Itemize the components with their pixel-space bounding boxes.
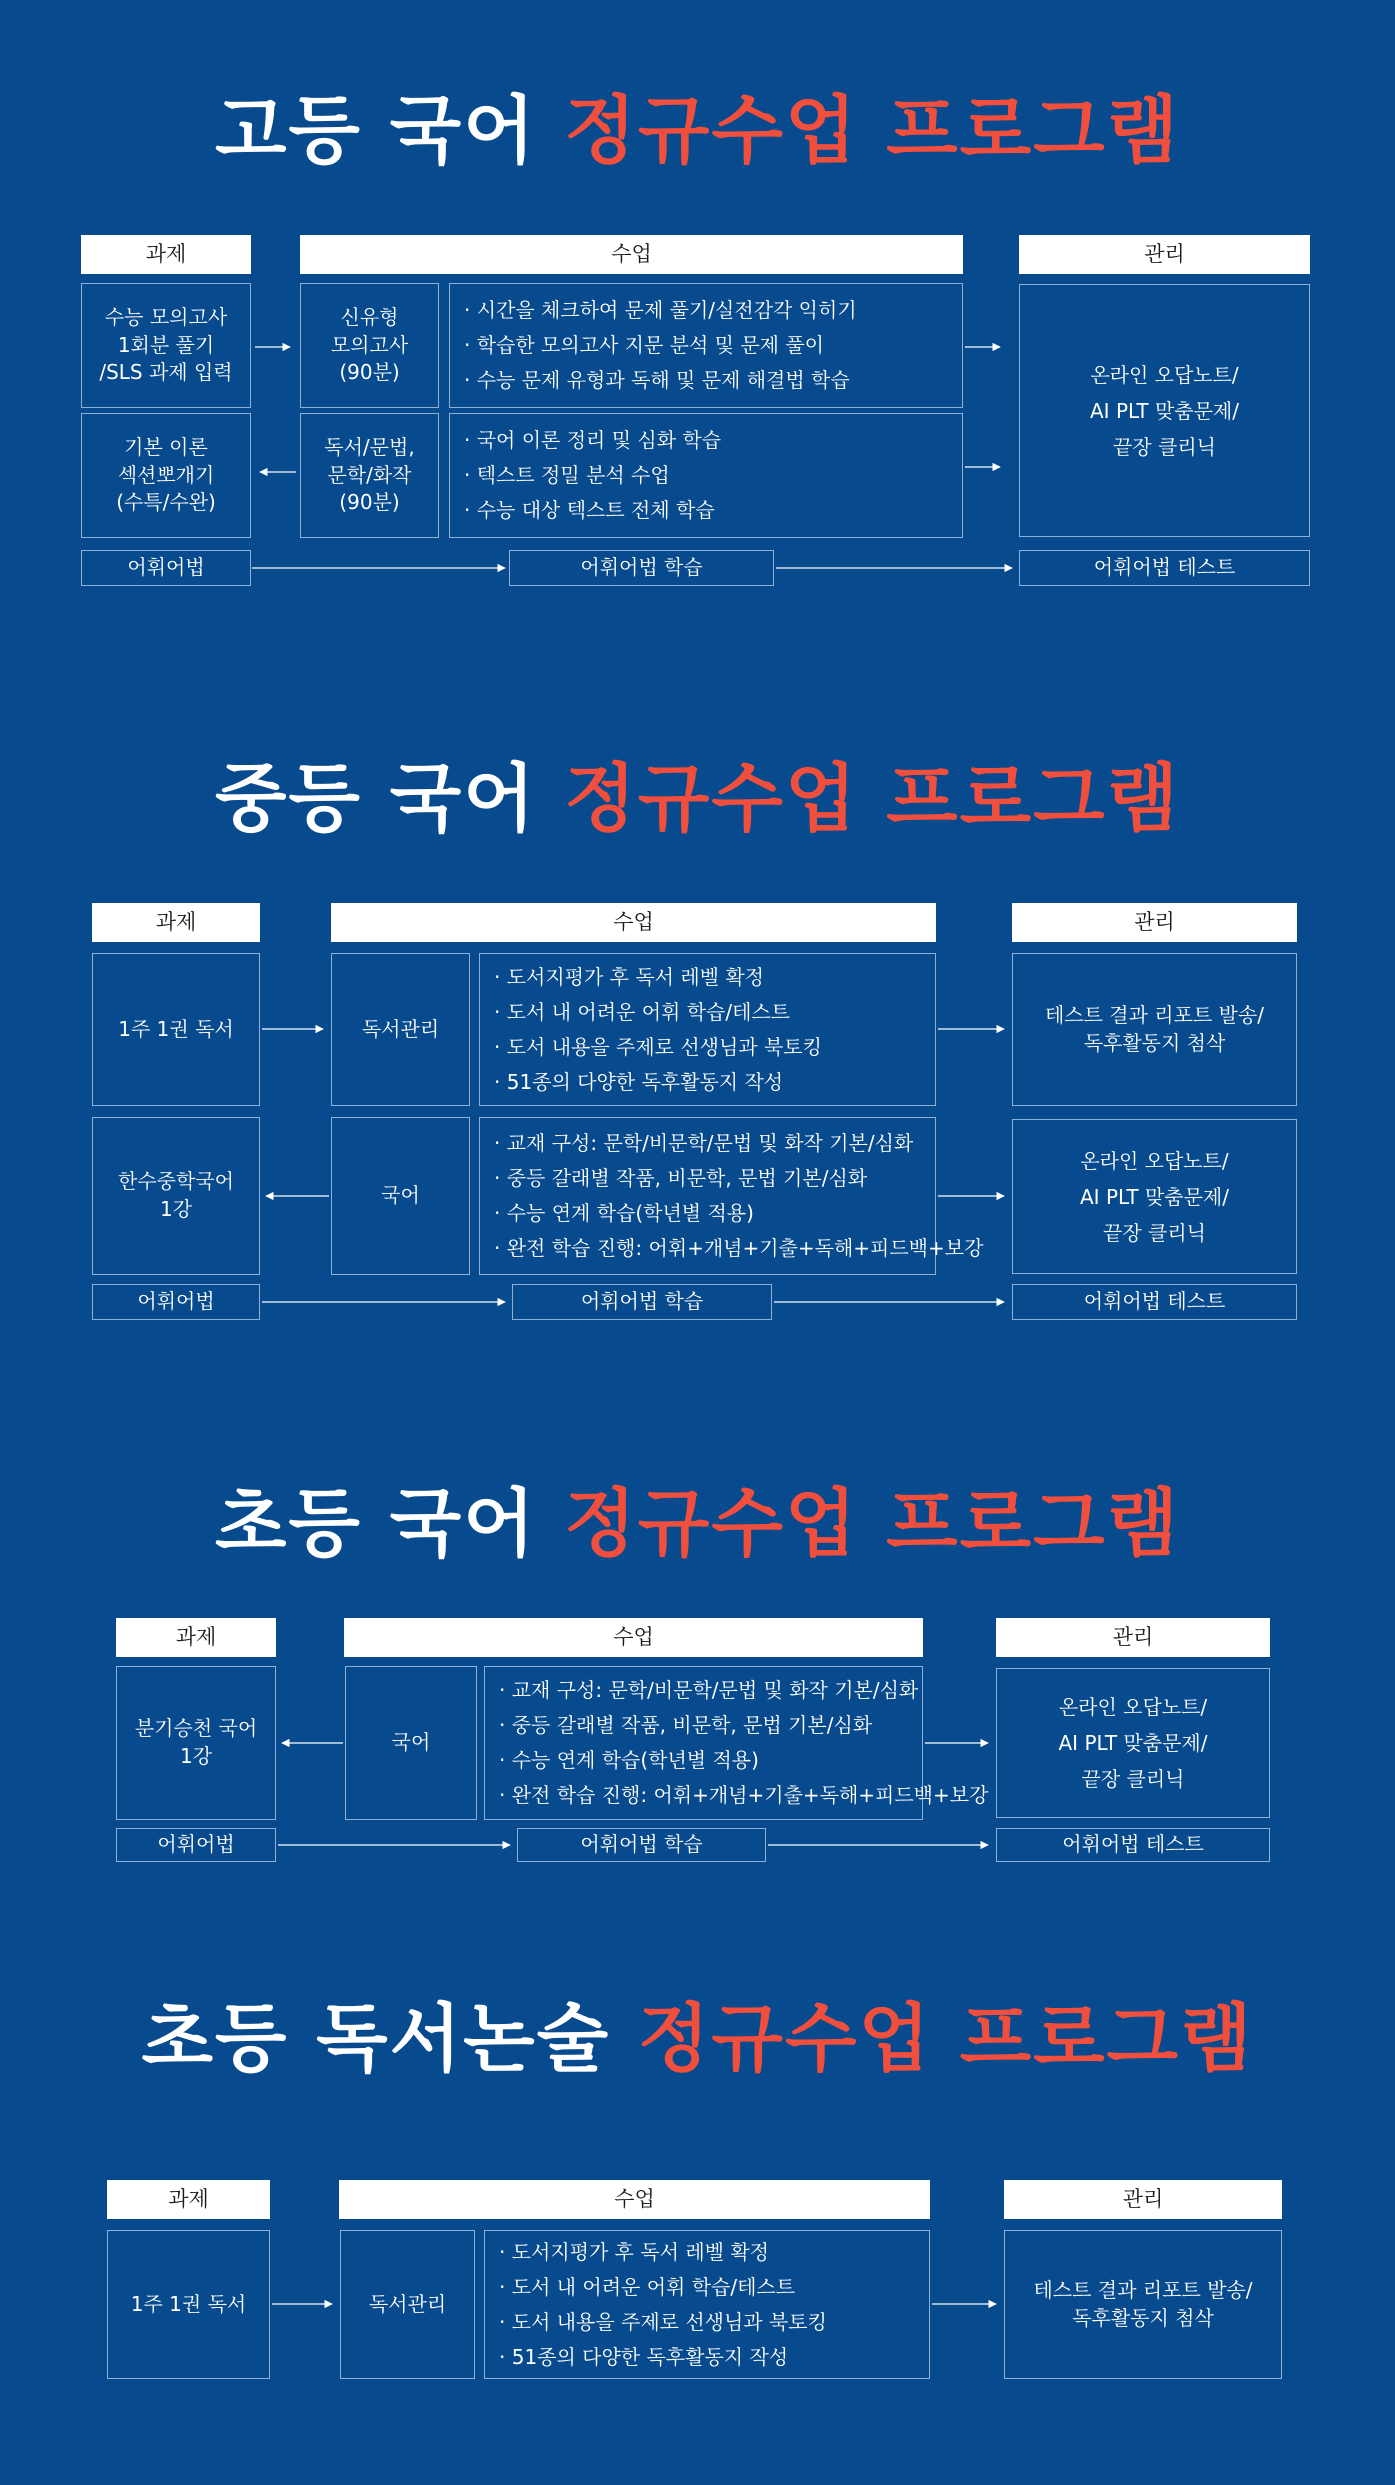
s2-vocab-class: 어휘어법 학습 bbox=[512, 1284, 772, 1320]
s2-row2-manage: 온라인 오답노트/ AI PLT 맞춤문제/ 끝장 클리닉 bbox=[1012, 1119, 1297, 1274]
s2-row1-class: 독서관리 bbox=[331, 953, 470, 1106]
s2-row2-class: 국어 bbox=[331, 1117, 470, 1275]
s1-header-manage: 관리 bbox=[1019, 235, 1310, 274]
s1-vocab-task: 어휘어법 bbox=[81, 550, 251, 586]
list-item: · 교재 구성: 문학/비문학/문법 및 화작 기본/심화 bbox=[494, 1126, 983, 1161]
s3-row1-manage: 온라인 오답노트/ AI PLT 맞춤문제/ 끝장 클리닉 bbox=[996, 1668, 1270, 1818]
s1-vocab-manage: 어휘어법 테스트 bbox=[1019, 550, 1310, 586]
s4-row1-task: 1주 1권 독서 bbox=[107, 2230, 270, 2379]
s3-row1-task: 분기승천 국어 1강 bbox=[116, 1666, 276, 1820]
list-item: · 도서 내 어려운 어휘 학습/테스트 bbox=[494, 995, 822, 1030]
s3-header-task: 과제 bbox=[116, 1618, 276, 1657]
s2-header-manage: 관리 bbox=[1012, 903, 1297, 942]
s2-row1-manage: 테스트 결과 리포트 발송/ 독후활동지 첨삭 bbox=[1012, 953, 1297, 1106]
section-3-title: 초등 국어 정규수업 프로그램 bbox=[214, 1481, 1181, 1567]
list-item: · 도서지평가 후 독서 레벨 확정 bbox=[499, 2235, 827, 2270]
s4-header-task: 과제 bbox=[107, 2180, 270, 2219]
s3-header-class: 수업 bbox=[344, 1618, 923, 1657]
s3-header-manage: 관리 bbox=[996, 1618, 1270, 1657]
s1-manage: 온라인 오답노트/ AI PLT 맞춤문제/ 끝장 클리닉 bbox=[1019, 284, 1310, 537]
s2-header-task: 과제 bbox=[92, 903, 260, 942]
list-item: · 텍스트 정밀 분석 수업 bbox=[464, 458, 721, 493]
section-1-title: 고등 국어 정규수업 프로그램 bbox=[214, 88, 1181, 174]
s2-vocab-manage: 어휘어법 테스트 bbox=[1012, 1284, 1297, 1320]
list-item: · 국어 이론 정리 및 심화 학습 bbox=[464, 423, 721, 458]
s1-row2-task: 기본 이론 섹션뽀개기 (수특/수완) bbox=[81, 413, 251, 538]
s3-vocab-manage: 어휘어법 테스트 bbox=[996, 1828, 1270, 1862]
s4-row1-manage: 테스트 결과 리포트 발송/ 독후활동지 첨삭 bbox=[1004, 2230, 1282, 2379]
s2-row2-task: 한수중학국어 1강 bbox=[92, 1117, 260, 1275]
list-item: · 중등 갈래별 작품, 비문학, 문법 기본/심화 bbox=[494, 1161, 983, 1196]
list-item: · 도서 내용을 주제로 선생님과 북토킹 bbox=[499, 2305, 827, 2340]
list-item: · 도서 내용을 주제로 선생님과 북토킹 bbox=[494, 1030, 822, 1065]
s1-row1-class: 신유형 모의고사 (90분) bbox=[300, 283, 439, 408]
s1-header-task: 과제 bbox=[81, 235, 251, 274]
s3-row1-class: 국어 bbox=[345, 1666, 477, 1820]
list-item: · 중등 갈래별 작품, 비문학, 문법 기본/심화 bbox=[499, 1708, 988, 1743]
list-item: · 51종의 다양한 독후활동지 작성 bbox=[499, 2340, 827, 2375]
list-item: · 완전 학습 진행: 어휘+개념+기출+독해+피드백+보강 bbox=[494, 1231, 983, 1266]
section-4-title: 초등 독서논술 정규수업 프로그램 bbox=[141, 1996, 1254, 2082]
s2-vocab-task: 어휘어법 bbox=[92, 1284, 260, 1320]
list-item: · 교재 구성: 문학/비문학/문법 및 화작 기본/심화 bbox=[499, 1673, 988, 1708]
list-item: · 수능 연계 학습(학년별 적용) bbox=[499, 1743, 988, 1778]
s1-row2-class: 독서/문법, 문학/화작 (90분) bbox=[300, 413, 439, 538]
s2-header-class: 수업 bbox=[331, 903, 936, 942]
section-2-title: 중등 국어 정규수업 프로그램 bbox=[214, 756, 1181, 842]
s3-vocab-class: 어휘어법 학습 bbox=[517, 1828, 766, 1862]
list-item: · 수능 연계 학습(학년별 적용) bbox=[494, 1196, 983, 1231]
list-item: · 시간을 체크하여 문제 풀기/실전감각 익히기 bbox=[464, 293, 857, 328]
list-item: · 학습한 모의고사 지문 분석 및 문제 풀이 bbox=[464, 328, 857, 363]
s2-row1-task: 1주 1권 독서 bbox=[92, 953, 260, 1106]
s3-vocab-task: 어휘어법 bbox=[116, 1828, 276, 1862]
list-item: · 도서 내 어려운 어휘 학습/테스트 bbox=[499, 2270, 827, 2305]
list-item: · 도서지평가 후 독서 레벨 확정 bbox=[494, 960, 822, 995]
list-item: · 완전 학습 진행: 어휘+개념+기출+독해+피드백+보강 bbox=[499, 1778, 988, 1813]
s4-row1-class: 독서관리 bbox=[340, 2230, 475, 2379]
list-item: · 51종의 다양한 독후활동지 작성 bbox=[494, 1065, 822, 1100]
list-item: · 수능 문제 유형과 독해 및 문제 해결법 학습 bbox=[464, 363, 857, 398]
s1-header-class: 수업 bbox=[300, 235, 963, 274]
s1-row1-task: 수능 모의고사 1회분 풀기 /SLS 과제 입력 bbox=[81, 283, 251, 408]
s4-header-class: 수업 bbox=[339, 2180, 930, 2219]
s4-header-manage: 관리 bbox=[1004, 2180, 1282, 2219]
list-item: · 수능 대상 텍스트 전체 학습 bbox=[464, 493, 721, 528]
s1-vocab-class: 어휘어법 학습 bbox=[509, 550, 774, 586]
